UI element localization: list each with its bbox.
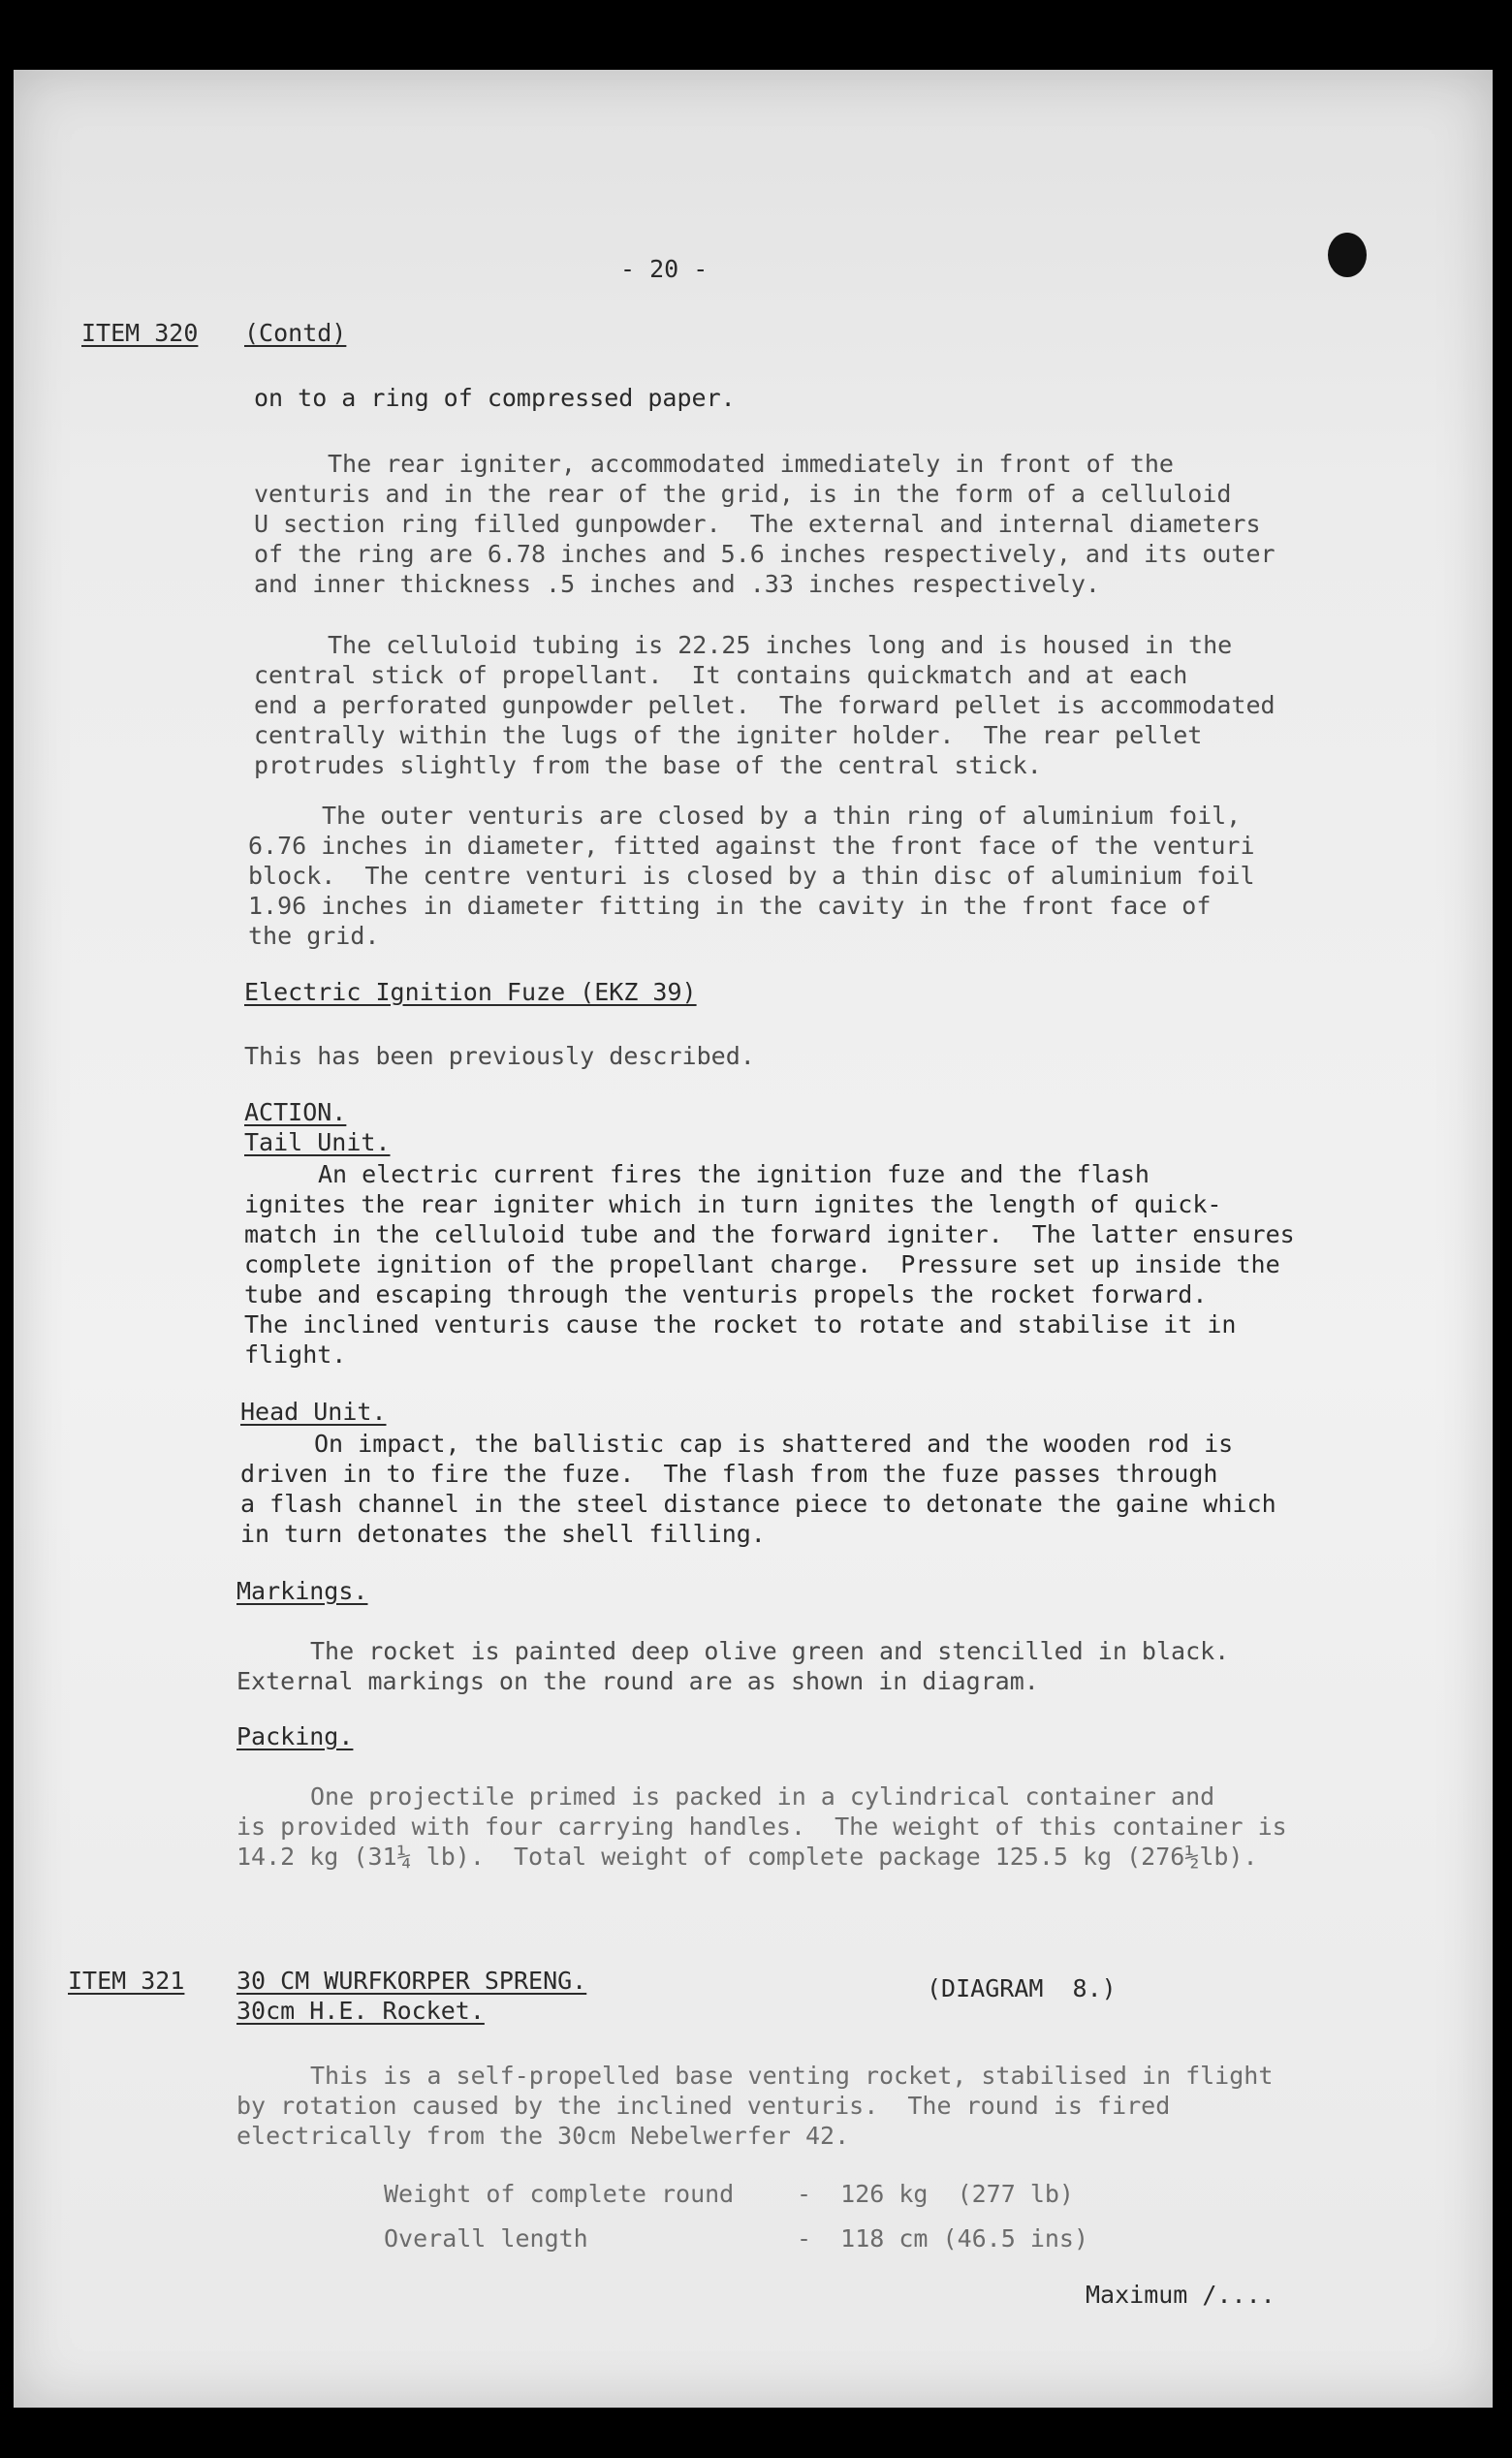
fuze-heading: Electric Ignition Fuze (EKZ 39) <box>244 978 697 1006</box>
markings-line-2: External markings on the round are as shown in diagram. <box>236 1667 1039 1695</box>
celluloid-line-3: end a perforated gunpowder pellet. The forward pellet is accommodated <box>254 691 1276 719</box>
venturis-line-5: the grid. <box>248 922 380 950</box>
venturis-line-1: The outer venturis are closed by a thin ring of aluminium foil, <box>322 802 1242 830</box>
item-321-line-3: electrically from the 30cm Nebelwerfer 42. <box>236 2122 850 2150</box>
celluloid-line-2: central stick of propellant. It contains quickmatch and at each <box>254 661 1188 689</box>
packing-line-1: One projectile primed is packed in a cylindrical container and <box>310 1782 1215 1811</box>
page-number: - 20 - <box>620 255 709 283</box>
celluloid-line-4: centrally within the lugs of the igniter holder. The rear pellet <box>254 721 1203 749</box>
venturis-line-2: 6.76 inches in diameter, fitted against the front face of the venturi <box>248 832 1255 860</box>
item-321-line-2: by rotation caused by the inclined venturis. The round is fired <box>236 2092 1171 2120</box>
spec-length-value: - 118 cm (46.5 ins) <box>797 2224 1089 2253</box>
item-321-diagram-ref: (DIAGRAM 8.) <box>927 1974 1117 2002</box>
markings-heading: Markings. <box>236 1577 368 1605</box>
rear-igniter-line-5: and inner thickness .5 inches and .33 inches respectively. <box>254 570 1100 598</box>
tail-unit-line-4: complete ignition of the propellant charge. Pressure set up inside the <box>244 1250 1280 1278</box>
tail-unit-line-1: An electric current fires the ignition fuze and the flash <box>318 1160 1150 1188</box>
item-321-title: 30 CM WURFKORPER SPRENG. <box>236 1967 587 1995</box>
spec-weight-value: - 126 kg (277 lb) <box>797 2180 1074 2208</box>
rear-igniter-line-3: U section ring filled gunpowder. The external and internal diameters <box>254 510 1261 538</box>
head-unit-line-1: On impact, the ballistic cap is shattered and the wooden rod is <box>314 1430 1234 1458</box>
packing-line-2: is provided with four carrying handles. The weight of this container is <box>236 1812 1287 1841</box>
packing-line-3: 14.2 kg (31¼ lb). Total weight of complete package 125.5 kg (276½lb). <box>236 1843 1258 1871</box>
item-321-line-1: This is a self-propelled base venting rocket, stabilised in flight <box>310 2062 1274 2090</box>
spec-length-label: Overall length <box>384 2224 588 2253</box>
head-unit-line-4: in turn detonates the shell filling. <box>240 1520 766 1548</box>
venturis-line-3: block. The centre venturi is closed by a thin disc of aluminium foil <box>248 862 1255 890</box>
item-321-subtitle: 30cm H.E. Rocket. <box>236 1997 485 2025</box>
fuze-text: This has been previously described. <box>244 1042 755 1070</box>
punch-hole <box>1328 233 1367 277</box>
intro-line: on to a ring of compressed paper. <box>254 384 736 412</box>
packing-heading: Packing. <box>236 1722 354 1750</box>
tail-unit-heading: Tail Unit. <box>244 1128 391 1156</box>
rear-igniter-line-4: of the ring are 6.78 inches and 5.6 inches respectively, and its outer <box>254 540 1276 568</box>
head-unit-line-2: driven in to fire the fuze. The flash from the fuze passes through <box>240 1460 1218 1488</box>
item-320-contd: (Contd) <box>244 319 347 347</box>
tail-unit-line-2: ignites the rear igniter which in turn ignites the length of quick- <box>244 1190 1222 1218</box>
celluloid-line-1: The celluloid tubing is 22.25 inches long and is housed in the <box>328 631 1233 659</box>
head-unit-heading: Head Unit. <box>240 1398 387 1426</box>
celluloid-line-5: protrudes slightly from the base of the central stick. <box>254 751 1042 779</box>
tail-unit-line-6: The inclined venturis cause the rocket to rotate and stabilise it in <box>244 1310 1237 1339</box>
venturis-line-4: 1.96 inches in diameter fitting in the cavity in the front face of <box>248 892 1212 920</box>
tail-unit-line-5: tube and escaping through the venturis propels the rocket forward. <box>244 1280 1208 1308</box>
tail-unit-line-7: flight. <box>244 1340 347 1369</box>
item-321-heading: ITEM 321 <box>68 1967 185 1995</box>
head-unit-line-3: a flash channel in the steel distance piece to detonate the gaine which <box>240 1490 1276 1518</box>
spec-weight-label: Weight of complete round <box>384 2180 735 2208</box>
tail-unit-line-3: match in the celluloid tube and the forward igniter. The latter ensures <box>244 1220 1295 1248</box>
rear-igniter-line-2: venturis and in the rear of the grid, is in the form of a celluloid <box>254 480 1232 508</box>
continuation-catchword: Maximum /.... <box>1086 2281 1276 2309</box>
markings-line-1: The rocket is painted deep olive green and stencilled in black. <box>310 1637 1230 1665</box>
rear-igniter-line-1: The rear igniter, accommodated immediately in front of the <box>328 450 1174 478</box>
item-320-heading: ITEM 320 <box>81 319 199 347</box>
action-heading: ACTION. <box>244 1098 347 1126</box>
